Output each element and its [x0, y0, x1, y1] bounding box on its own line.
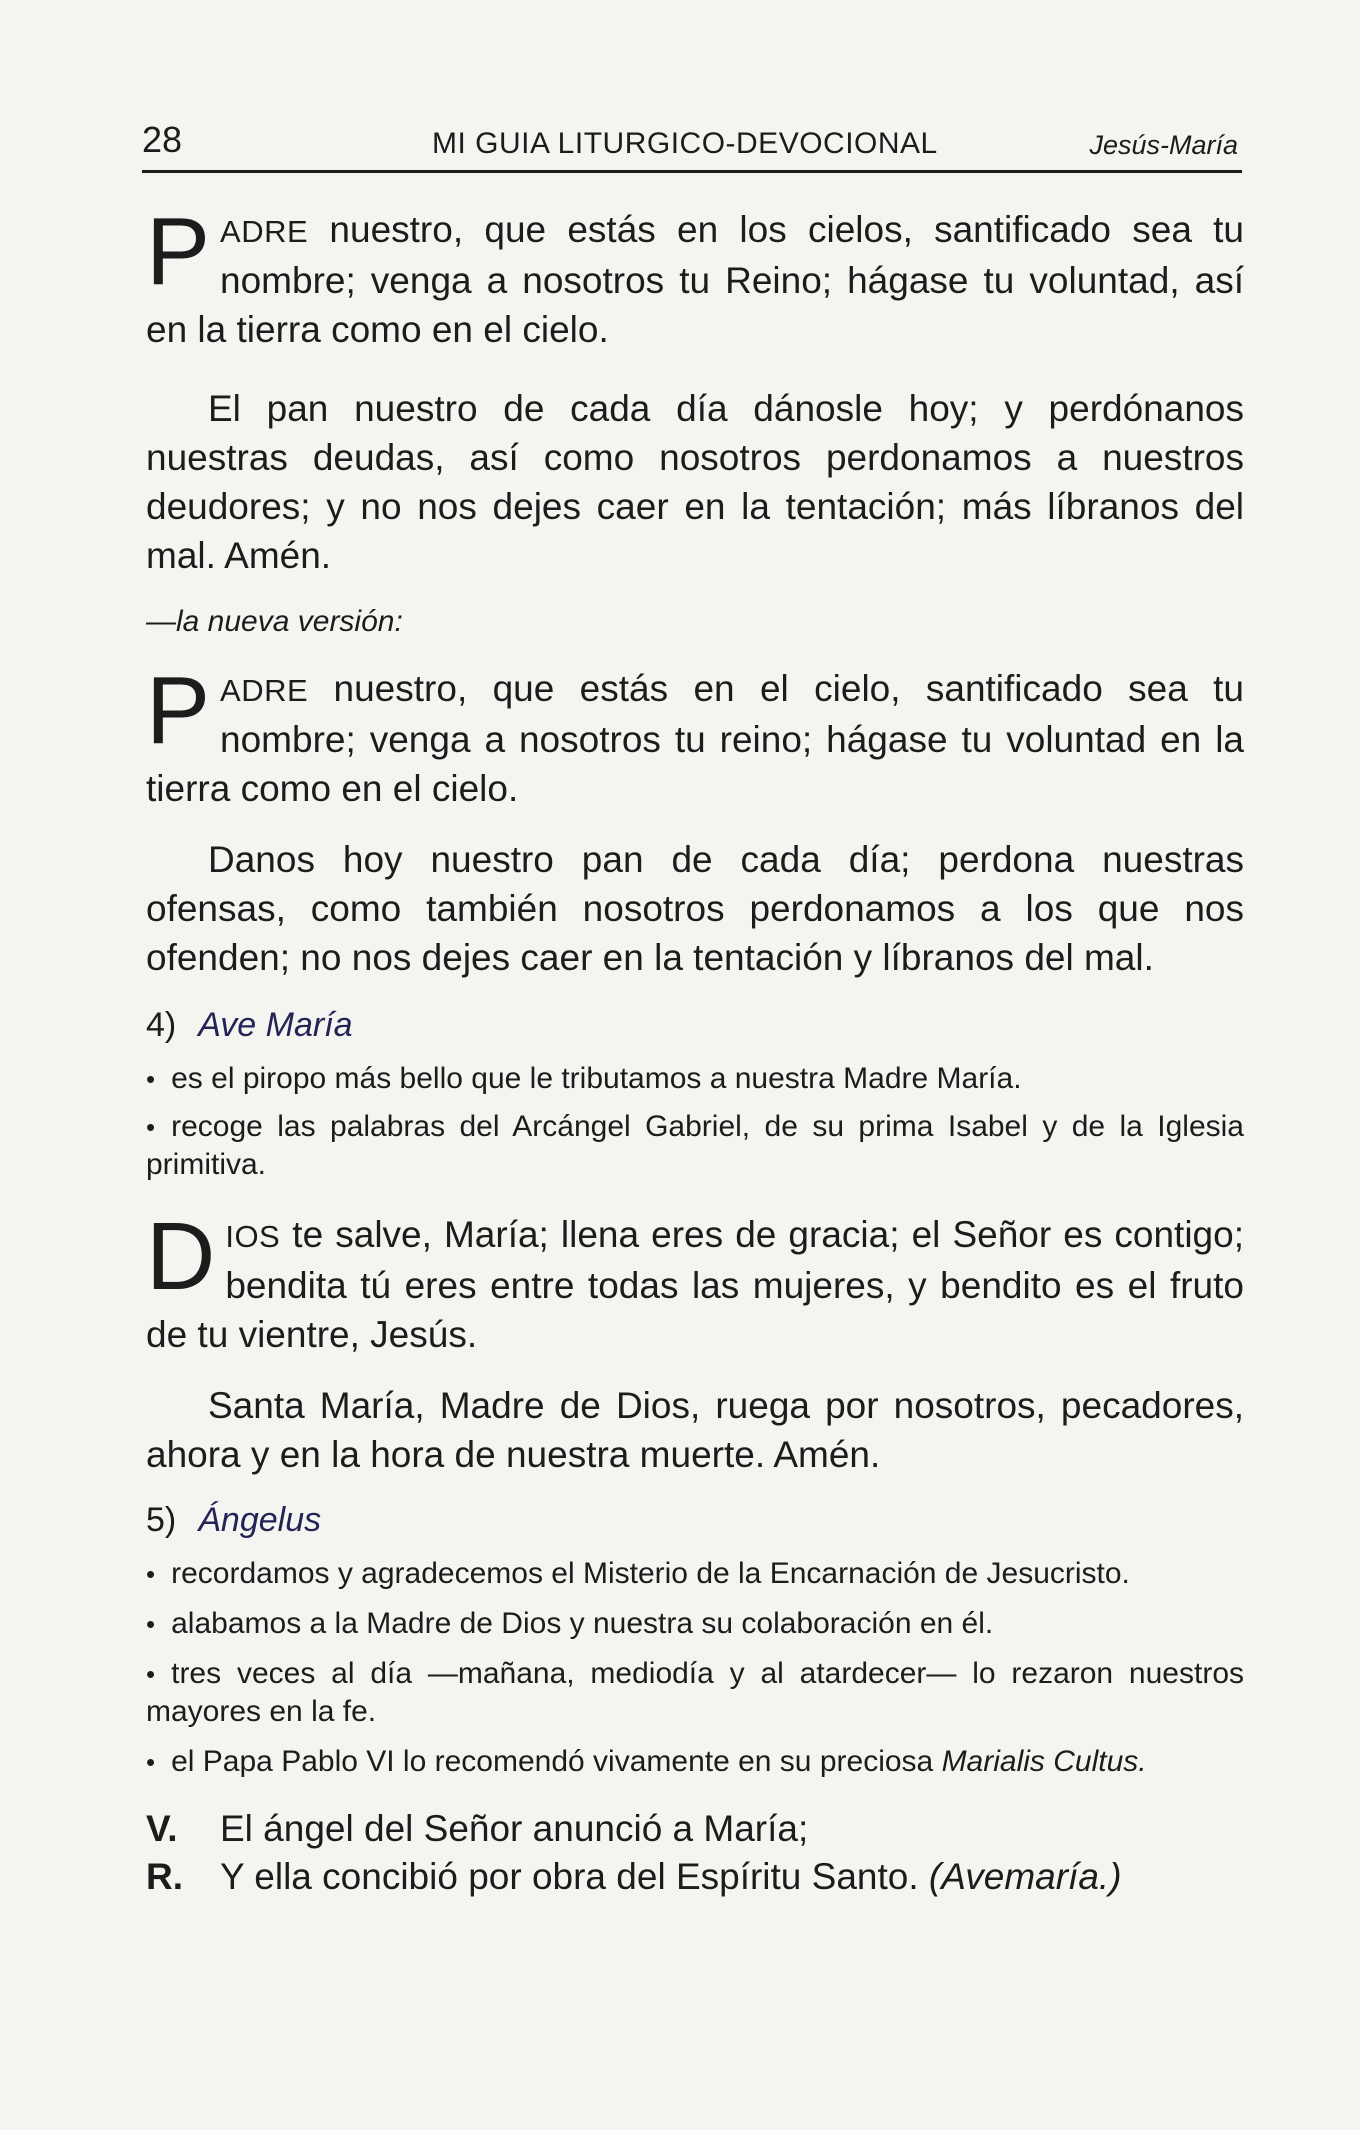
page-number: 28 [142, 119, 183, 160]
response-body: Y ella concibió por obra del Espíritu Santo. [220, 1856, 919, 1897]
new-version-label: —la nueva versión: [146, 605, 403, 638]
section-title: Ángelus [198, 1501, 322, 1539]
response-mark: R. [146, 1856, 183, 1897]
versicle-line [146, 1805, 1244, 1853]
bullet-icon: • [146, 1659, 156, 1689]
prayer-text: te salve, María; llena eres de gracia; el Señor es contigo; bendita tú eres entre todas las mujeres, y bendito es el fruto de tu vientre, Jesús. [146, 1214, 1244, 1355]
padre-nuestro-old [146, 198, 1244, 580]
bullet-text: el Papa Pablo VI lo recomendó vivamente en su preciosa [171, 1745, 942, 1778]
smallcaps-text: IOS [225, 1219, 281, 1254]
bullet-text: es el piropo más bello que le tributamos a nuestra Madre María. [171, 1062, 1022, 1095]
versicle-mark: V. [146, 1808, 178, 1849]
response-line [146, 1853, 1244, 1901]
bullet-icon: • [146, 1747, 156, 1777]
list-item [146, 1743, 1244, 1781]
list-item [146, 1655, 1244, 1731]
dropcap-p: P [146, 657, 211, 764]
bullet-text: recoge las palabras del Arcángel Gabriel, de su prima Isabel y de la Iglesia primitiva. [146, 1110, 1244, 1181]
section-heading-angelus [146, 1497, 1244, 1543]
response-reference: (Avemaría.) [928, 1856, 1122, 1897]
bullet-icon: • [146, 1112, 156, 1142]
page-content [146, 198, 1244, 1901]
bullet-icon: • [146, 1609, 156, 1639]
list-item [146, 1060, 1244, 1098]
ave-maria-para1 [146, 1203, 1244, 1359]
padre-nuestro-new [146, 657, 1244, 982]
smallcaps-text: ADRE [220, 673, 309, 708]
bullet-text: tres veces al día —mañana, mediodía y al atardecer— lo rezaron nuestros mayores en la fe. [146, 1657, 1244, 1728]
padre-old-para2: El pan nuestro de cada día dánosle hoy; y perdónanos nuestras deudas, así como nosotros perdonamos a nuestros deudores; y no nos dejes caer en la tentación; más líbranos del mal. Amén. [146, 388, 1244, 576]
response-text [220, 1853, 1122, 1901]
running-title: MI GUIA LITURGICO-DEVOCIONAL [432, 127, 938, 160]
prayer-text: nuestro, que estás en el cielo, santificado sea tu nombre; venga a nosotros tu reino; hágase tu voluntad en la tierra como en el cielo. [146, 668, 1244, 809]
section-number: 4) [146, 1006, 177, 1044]
padre-new-para1 [146, 657, 1244, 813]
versicle-text: El ángel del Señor anunció a María; [220, 1808, 809, 1849]
list-item [146, 1605, 1244, 1643]
list-item [146, 1108, 1244, 1184]
list-item [146, 1555, 1244, 1593]
prayer-text: nuestro, que estás en los cielos, santificado sea tu nombre; venga a nosotros tu Reino; hágase tu voluntad, así en la tierra como en el cielo. [146, 209, 1244, 350]
ave-maria-prayer [146, 1203, 1244, 1479]
bullet-italic-text: Marialis Cultus. [941, 1745, 1147, 1778]
dropcap-p: P [146, 198, 211, 305]
bullet-text: recordamos y agradecemos el Misterio de la Encarnación de Jesucristo. [171, 1557, 1130, 1590]
section-title: Ave María [198, 1006, 353, 1044]
section-number: 5) [146, 1501, 177, 1539]
bullet-text: alabamos a la Madre de Dios y nuestra su colaboración en él. [171, 1607, 994, 1640]
padre-new-para2: Danos hoy nuestro pan de cada día; perdona nuestras ofensas, como también nosotros perdonamos a los que nos ofenden; no nos dejes caer en la tentación y líbranos del mal. [146, 839, 1244, 978]
ave-maria-para2: Santa María, Madre de Dios, ruega por nosotros, pecadores, ahora y en la hora de nuestra muerte. Amén. [146, 1385, 1244, 1475]
bullet-icon: • [146, 1559, 156, 1589]
running-section: Jesús-María [1089, 130, 1238, 160]
page-header [142, 118, 1242, 173]
section-heading-ave-maria [146, 1002, 1244, 1048]
smallcaps-text: ADRE [220, 214, 309, 249]
bullet-icon: • [146, 1064, 156, 1094]
padre-old-para1 [146, 198, 1244, 354]
dropcap-d: D [146, 1203, 216, 1310]
